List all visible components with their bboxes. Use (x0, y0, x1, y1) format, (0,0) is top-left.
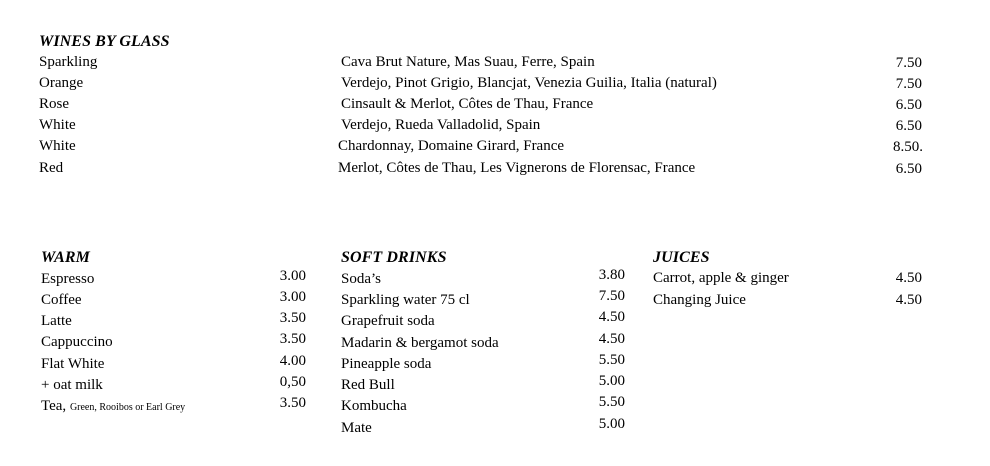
juice-name: Changing Juice (653, 292, 746, 308)
wine-description: Chardonnay, Domaine Girard, France (338, 138, 565, 154)
soft-drink-price: 5.00 (598, 373, 625, 389)
juice-name: Carrot, apple & ginger (653, 270, 789, 286)
warm-item-price: 0,50 (279, 374, 306, 390)
wine-description: Cinsault & Merlot, Côtes de Thau, France (341, 96, 594, 112)
wine-description: Merlot, Côtes de Thau, Les Vignerons de Florensac, France (338, 160, 696, 176)
soft-drinks-section-title: SOFT DRINKS (341, 249, 447, 266)
warm-item-note: Green, Rooibos or Earl Grey (69, 402, 186, 413)
soft-drink-name: Grapefruit soda (341, 313, 435, 329)
juice-price: 4.50 (895, 292, 922, 308)
warm-item-name: Coffee (41, 292, 82, 308)
soft-drink-price: 4.50 (598, 331, 625, 347)
warm-item-price: 4.00 (279, 353, 306, 369)
wine-type: White (39, 117, 76, 133)
soft-drink-price: 4.50 (598, 309, 625, 325)
soft-drink-price: 5.50 (598, 352, 625, 368)
wine-price: 8.50. (893, 139, 923, 155)
wine-type: Red (39, 160, 64, 176)
warm-item-price: 3.00 (279, 268, 306, 284)
warm-item-name: Espresso (41, 271, 95, 287)
juices-section-title: JUICES (653, 249, 710, 266)
soft-drink-name: Pineapple soda (341, 356, 432, 372)
soft-drink-price: 5.00 (598, 416, 625, 432)
wine-price: 7.50 (895, 55, 922, 71)
soft-drink-price: 7.50 (598, 288, 625, 304)
wine-price: 6.50 (895, 97, 922, 113)
warm-item-price: 3.50 (279, 331, 306, 347)
juice-price: 4.50 (895, 270, 922, 286)
wine-price: 6.50 (895, 118, 922, 134)
soft-drink-name: Red Bull (341, 377, 395, 393)
wine-description: Verdejo, Rueda Valladolid, Spain (341, 117, 541, 133)
wine-description: Verdejo, Pinot Grigio, Blancjat, Venezia Guilia, Italia (natural) (341, 75, 717, 91)
warm-section-title: WARM (41, 249, 91, 266)
wine-price: 6.50 (895, 161, 922, 177)
warm-item-name: Latte (41, 313, 72, 329)
soft-drink-price: 3.80 (598, 267, 625, 283)
wine-type: Orange (39, 75, 84, 91)
wine-type: Rose (39, 96, 69, 112)
soft-drink-name: Soda’s (341, 271, 382, 287)
wine-type: White (39, 138, 76, 154)
warm-item-price: 3.00 (279, 289, 306, 305)
soft-drink-name: Mate (341, 420, 372, 436)
warm-item-name: Flat White (41, 356, 105, 372)
warm-item-price: 3.50 (279, 310, 306, 326)
wine-description: Cava Brut Nature, Mas Suau, Ferre, Spain (341, 54, 595, 70)
soft-drink-name: Sparkling water 75 cl (341, 292, 470, 308)
warm-item-name: Cappuccino (41, 334, 113, 350)
wines-section-title: WINES BY GLASS (39, 33, 170, 50)
wine-price: 7.50 (895, 76, 922, 92)
wine-type: Sparkling (39, 54, 98, 70)
warm-item-price: 3.50 (279, 395, 306, 411)
soft-drink-price: 5.50 (598, 394, 625, 410)
warm-item-name: + oat milk (41, 377, 103, 393)
warm-item-label (41, 396, 185, 417)
warm-item-name: Tea, (41, 398, 67, 414)
soft-drink-name: Kombucha (341, 398, 407, 414)
soft-drink-name: Madarin & bergamot soda (341, 335, 499, 351)
